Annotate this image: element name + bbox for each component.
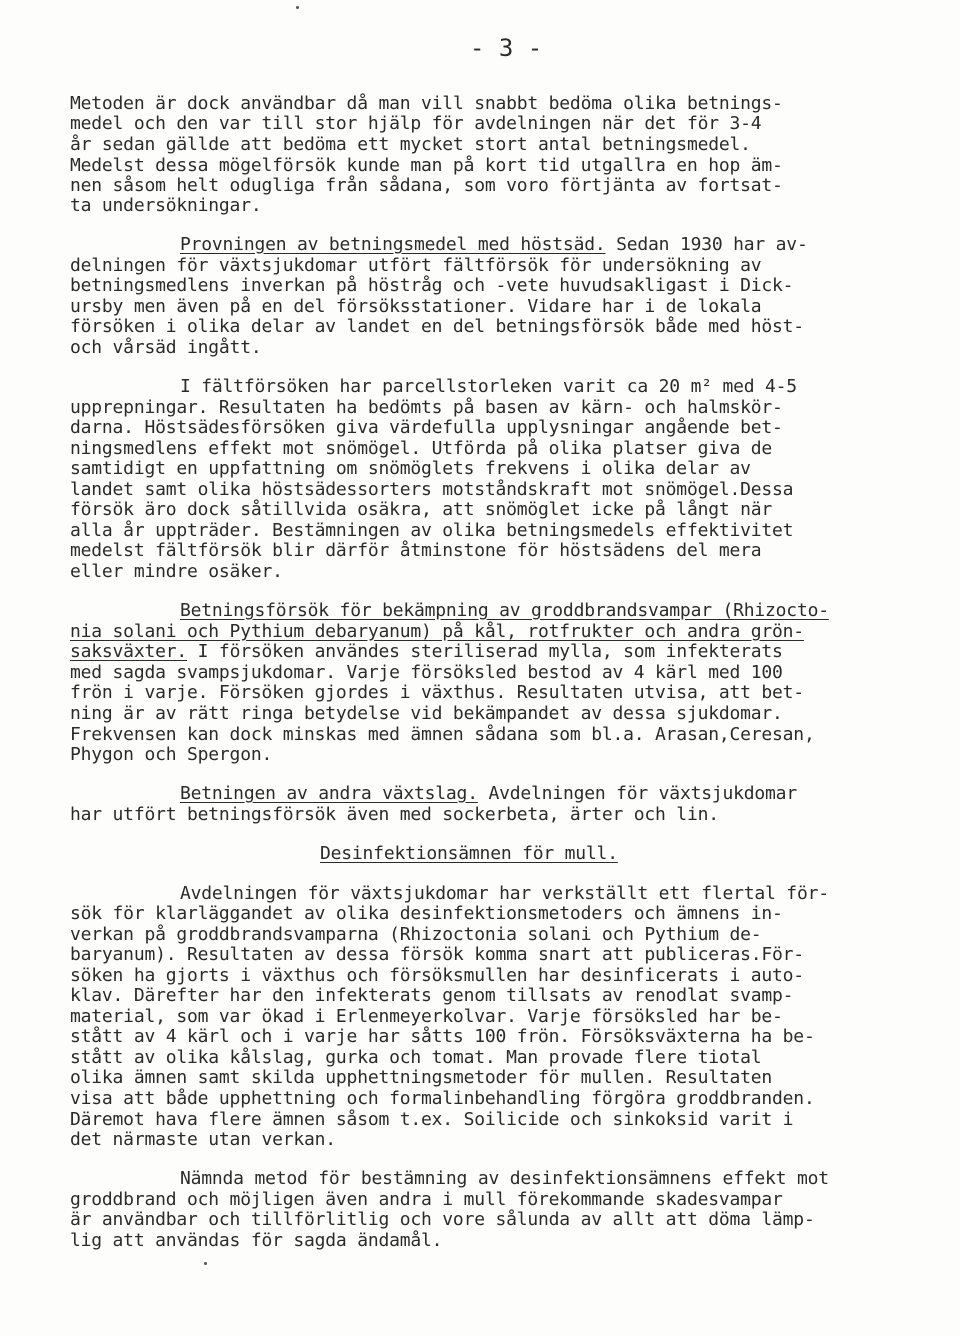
text-line [70, 924, 761, 946]
line-text-continuation: I försöken användes steriliserad mylla, som infekterats [187, 641, 783, 662]
line-text: Medelst dessa mögelförsök kunde man på kort tid utgallra en hop äm- [70, 155, 783, 176]
line-text: medelst fältförsök blir därför åtminstone för höstsädens del mera [70, 540, 762, 561]
line-text: ning är av rätt ringa betydelse vid bekämpandet av dessa sjukdomar. [70, 703, 783, 724]
line-text: baryanum). Resultaten av dessa försök komma snart att publiceras.För- [70, 944, 804, 965]
line-text: visa att både upphettning och formalinbehandling förgöra groddbranden. [70, 1088, 815, 1109]
text-line [70, 903, 783, 925]
text-line [180, 883, 829, 905]
text-line [70, 724, 815, 746]
line-text: ningsmedlens effekt mot snömögel. Utförda på olika platser giva de [70, 438, 773, 459]
line-text: stått av 4 kärl och i varje har såtts 100 frön. Försöksväxterna ha be- [70, 1026, 815, 1047]
text-line [70, 296, 761, 318]
line-text: försöken i olika delar av landet en del betningsförsök både med höst- [70, 316, 804, 337]
line-text: ursby men även på en del försöksstationer. Vidare har i de lokala [70, 296, 762, 317]
line-text: landet samt olika höstsädessorters motståndskraft mot snömögel.Dessa [70, 479, 794, 500]
text-line [180, 234, 808, 256]
line-text: det närmaste utan verkan. [70, 1129, 336, 1150]
line-text: frön i varje. Försöken gjordes i växthus. Resultaten utvisa, att bet- [70, 682, 804, 703]
underlined-heading: Desinfektionsämnen för mull. [320, 843, 618, 864]
text-line [70, 1047, 761, 1069]
line-text: försök äro dock såtillvida osäkra, att snömöglet icke på långt när [70, 499, 773, 520]
text-line [70, 1109, 793, 1131]
line-text: Metoden är dock användbar då man vill snabbt bedöma olika betnings- [70, 93, 783, 114]
line-text: söken ha gjorts i växthus och försöksmullen har desinficerats i auto- [70, 965, 804, 986]
line-text: klav. Därefter har den infekterats genom tillsats av renodlat svamp- [70, 985, 794, 1006]
text-line [70, 316, 804, 338]
text-line [70, 113, 761, 135]
text-line [70, 682, 804, 704]
line-text: delningen för växtsjukdomar utfört fältförsök för undersökning av [70, 255, 762, 276]
text-line [70, 1230, 442, 1252]
line-text: alla år uppträder. Bestämningen av olika betningsmedels effektivitet [70, 520, 794, 541]
line-text: lig att användas för sagda ändamål. [70, 1230, 443, 1251]
text-line [70, 93, 783, 115]
line-text: har utfört betningsförsök även med sockerbeta, ärter och lin. [70, 804, 719, 825]
text-line [180, 600, 829, 622]
text-line [70, 520, 793, 542]
text-line [70, 438, 772, 460]
text-line [70, 804, 719, 826]
text-line [70, 1026, 815, 1048]
text-line [70, 397, 783, 419]
line-text: ta undersökningar. [70, 195, 262, 216]
line-text: och vårsäd ingått. [70, 337, 262, 358]
text-line [70, 540, 761, 562]
text-line [70, 944, 804, 966]
line-text: olika ämnen samt skilda upphettningsmetoder för mullen. Resultaten [70, 1067, 773, 1088]
text-line [70, 175, 783, 197]
line-text: Avdelningen för växtsjukdomar har verkställt ett flertal för- [180, 883, 829, 904]
line-text: Phygon och Spergon. [70, 744, 273, 765]
line-text: år sedan gällde att bedöma ett mycket stort antal betningsmedel. [70, 134, 751, 155]
line-text: upprepningar. Resultaten ha bedömts på basen av kärn- och halmskör- [70, 397, 783, 418]
underlined-heading: nia solani och Pythium debaryanum) på kål, rotfrukter och andra grön- [70, 621, 804, 642]
line-text: Däremot hava flere ämnen såsom t.ex. Soilicide och sinkoksid varit i [70, 1109, 794, 1130]
line-text: material, som var ökad i Erlenmeyerkolvar. Varje försöksled har be- [70, 1006, 783, 1027]
text-line [70, 985, 793, 1007]
line-text: Frekvensen kan dock minskas med ämnen sådana som bl.a. Arasan,Ceresan, [70, 724, 815, 745]
text-line [70, 479, 793, 501]
text-line [70, 255, 761, 277]
text-line [180, 783, 797, 805]
text-line [70, 703, 783, 725]
text-line [70, 337, 261, 359]
text-line [180, 1168, 829, 1190]
text-line [70, 561, 283, 583]
text-line [70, 275, 793, 297]
text-line [70, 499, 772, 521]
line-text: nen såsom helt odugliga från sådana, som voro förtjänta av fortsat- [70, 175, 783, 196]
text-line [70, 458, 751, 480]
line-text: med sagda svampsjukdomar. Varje försöksled bestod av 4 kärl med 100 [70, 662, 783, 683]
text-line [70, 1189, 783, 1211]
line-text: groddbrand och möjligen även andra i mull förekommande skadesvampar [70, 1189, 783, 1210]
line-text: stått av olika kålslag, gurka och tomat. Man provade flere tiotal [70, 1047, 762, 1068]
text-line [180, 376, 797, 398]
stray-mark [204, 1262, 207, 1265]
line-text: verkan på groddbrandsvamparna (Rhizoctonia solani och Pythium de- [70, 924, 762, 945]
text-line [70, 662, 783, 684]
line-text: sök för klarläggandet av olika desinfektionsmetoders och ämnens in- [70, 903, 783, 924]
page-number: - 3 - [470, 34, 543, 62]
text-line [70, 1006, 783, 1028]
text-line [70, 1209, 815, 1231]
text-line [70, 417, 783, 439]
text-line [70, 1067, 772, 1089]
text-line [70, 641, 783, 663]
line-text: I fältförsöken har parcellstorleken varit ca 20 m² med 4-5 [180, 376, 797, 397]
text-line [70, 621, 804, 643]
text-line [70, 744, 272, 766]
line-text: eller mindre osäker. [70, 561, 283, 582]
text-line [70, 195, 261, 217]
underlined-heading: saksväxter. [70, 641, 188, 662]
text-line [320, 843, 618, 865]
text-line [70, 1088, 815, 1110]
text-line [70, 965, 804, 987]
line-text: betningsmedlens inverkan på höstråg och -vete huvudsakligast i Dick- [70, 275, 794, 296]
line-text: darna. Höstsädesförsöken giva värdefulla upplysningar angående bet- [70, 417, 783, 438]
underlined-heading: Betningsförsök för bekämpning av groddbrandsvampar (Rhizocto- [180, 600, 829, 621]
line-text: är användbar och tillförlitlig och vore sålunda av allt att döma lämp- [70, 1209, 815, 1230]
underlined-heading: Betningen av andra växtslag. [180, 783, 478, 804]
text-line [70, 155, 783, 177]
underlined-heading: Provningen av betningsmedel med höstsäd. [180, 234, 606, 255]
line-text-continuation: Sedan 1930 har av- [605, 234, 808, 255]
text-line [70, 134, 751, 156]
stray-mark [296, 6, 299, 9]
line-text: samtidigt en uppfattning om snömöglets frekvens i olika delar av [70, 458, 751, 479]
line-text: medel och den var till stor hjälp för avdelningen när det för 3-4 [70, 113, 762, 134]
line-text-continuation: Avdelningen för växtsjukdomar [477, 783, 797, 804]
line-text: Nämnda metod för bestämning av desinfektionsämnens effekt mot [180, 1168, 829, 1189]
text-line [70, 1129, 336, 1151]
